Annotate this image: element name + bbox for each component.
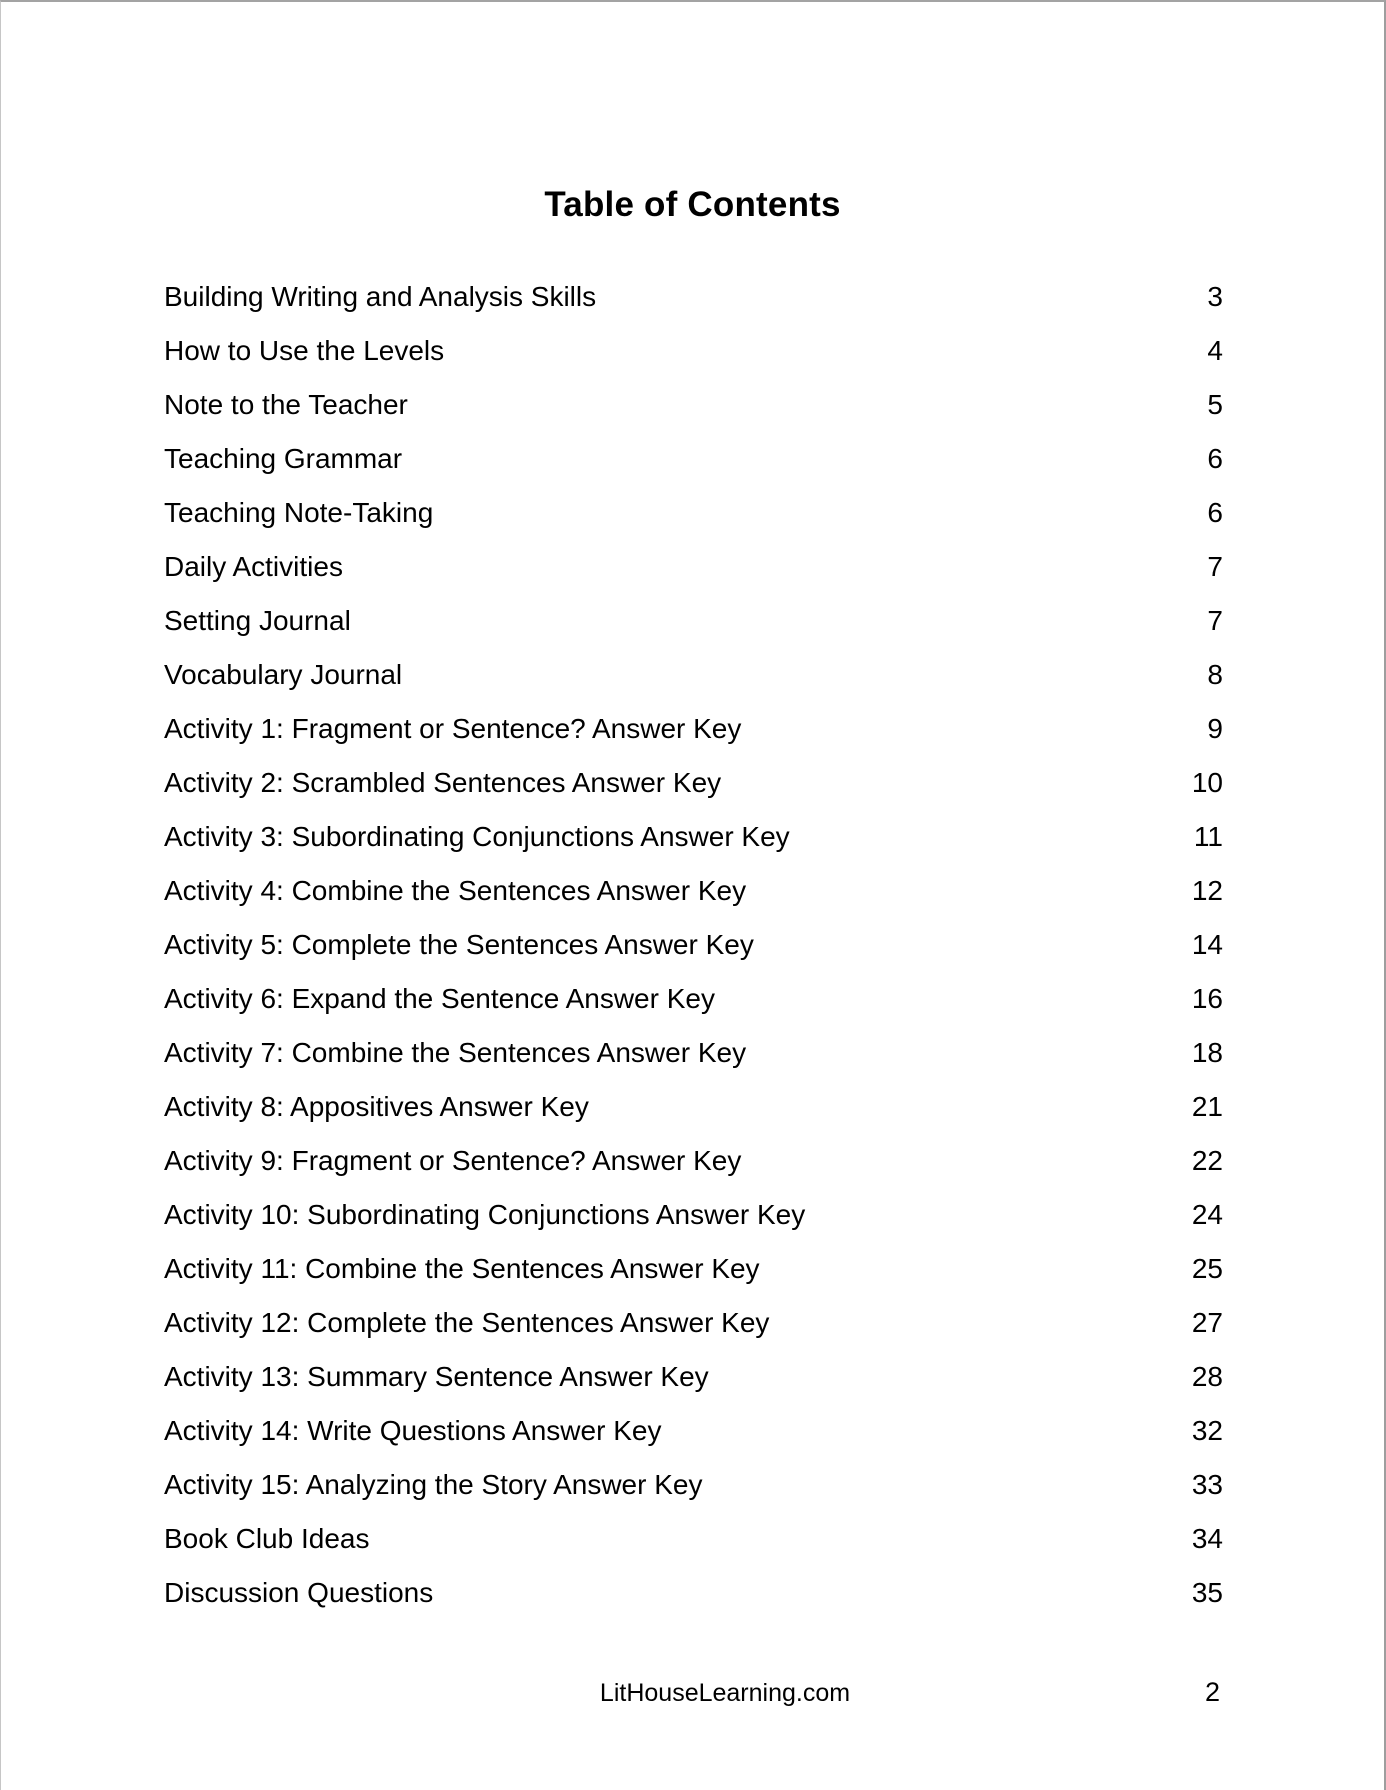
toc-entry-page: 28 — [1191, 1361, 1223, 1392]
toc-entry-page: 24 — [1191, 1199, 1223, 1230]
toc-entry-label: Activity 7: Combine the Sentences Answer Key — [164, 1037, 747, 1068]
toc-entry-page: 21 — [1191, 1091, 1223, 1122]
toc-entry — [164, 270, 1223, 324]
toc-entry — [164, 1080, 1223, 1134]
toc-entry-label: Discussion Questions — [164, 1577, 434, 1608]
toc-entry-page: 22 — [1191, 1145, 1223, 1176]
toc-entry-label: Vocabulary Journal — [164, 659, 403, 690]
page-title: Table of Contents — [544, 185, 841, 225]
toc-entry — [164, 1188, 1223, 1242]
toc-entry-page: 7 — [1207, 605, 1223, 636]
toc-entry-label: Activity 3: Subordinating Conjunctions Answer Key — [164, 821, 790, 852]
toc-entry-page: 5 — [1207, 389, 1223, 420]
toc-entry-label: Note to the Teacher — [164, 389, 408, 420]
toc-entry-label: Activity 11: Combine the Sentences Answer Key — [164, 1253, 760, 1284]
toc-entry-page: 25 — [1191, 1253, 1223, 1284]
toc-entry-label: Activity 12: Complete the Sentences Answer Key — [164, 1307, 770, 1338]
toc-entry-label: Building Writing and Analysis Skills — [164, 281, 597, 312]
toc-entry-page: 14 — [1191, 929, 1223, 960]
toc-entry-page: 8 — [1207, 659, 1223, 690]
toc-entry — [164, 1134, 1223, 1188]
toc-entry — [164, 756, 1223, 810]
toc-entry — [164, 1242, 1223, 1296]
toc-entry-label: Setting Journal — [164, 605, 351, 636]
toc-entry — [164, 1458, 1223, 1512]
toc-entry-label: Activity 6: Expand the Sentence Answer Key — [164, 983, 715, 1014]
toc-entry-label: Activity 2: Scrambled Sentences Answer Key — [164, 767, 722, 798]
toc-entry-page: 3 — [1207, 281, 1223, 312]
toc-entry-page: 7 — [1207, 551, 1223, 582]
toc-list — [164, 270, 1223, 1620]
toc-entry-page: 6 — [1207, 443, 1223, 474]
toc-entry — [164, 918, 1223, 972]
toc-entry-label: How to Use the Levels — [164, 335, 445, 366]
footer-page-number: 2 — [1204, 1677, 1220, 1707]
toc-entry-page: 18 — [1191, 1037, 1223, 1068]
toc-entry-label: Activity 8: Appositives Answer Key — [164, 1091, 589, 1122]
toc-entry-page: 6 — [1207, 497, 1223, 528]
toc-entry-page: 4 — [1207, 335, 1223, 366]
toc-entry — [164, 594, 1223, 648]
toc-entry-label: Activity 10: Subordinating Conjunctions Answer Key — [164, 1199, 806, 1230]
toc-entry-label: Activity 4: Combine the Sentences Answer Key — [164, 875, 747, 906]
toc-entry-page: 9 — [1207, 713, 1223, 744]
toc-entry-label: Teaching Grammar — [164, 443, 403, 474]
toc-entry-label: Activity 1: Fragment or Sentence? Answer Key — [164, 713, 742, 744]
toc-entry — [164, 432, 1223, 486]
toc-entry — [164, 1404, 1223, 1458]
toc-entry — [164, 1350, 1223, 1404]
toc-entry-label: Activity 15: Analyzing the Story Answer Key — [164, 1469, 703, 1500]
toc-entry-page: 35 — [1191, 1577, 1223, 1608]
toc-entry-page: 11 — [1193, 821, 1223, 852]
toc-entry — [164, 486, 1223, 540]
toc-entry — [164, 378, 1223, 432]
toc-entry-page: 34 — [1191, 1523, 1223, 1554]
toc-entry-page: 27 — [1191, 1307, 1223, 1338]
toc-entry-label: Activity 5: Complete the Sentences Answer Key — [164, 929, 754, 960]
toc-entry — [164, 324, 1223, 378]
toc-entry — [164, 972, 1223, 1026]
toc-entry-label: Book Club Ideas — [164, 1523, 370, 1554]
toc-entry-page: 33 — [1191, 1469, 1223, 1500]
toc-entry — [164, 702, 1223, 756]
toc-entry-page: 32 — [1191, 1415, 1223, 1446]
toc-entry — [164, 1026, 1223, 1080]
toc-entry-page: 16 — [1191, 983, 1223, 1014]
toc-entry-label: Activity 9: Fragment or Sentence? Answer Key — [164, 1145, 742, 1176]
toc-entry-page: 12 — [1191, 875, 1223, 906]
toc-entry — [164, 1296, 1223, 1350]
toc-entry — [164, 648, 1223, 702]
toc-entry-label: Activity 14: Write Questions Answer Key — [164, 1415, 662, 1446]
toc-entry-page: 10 — [1191, 767, 1223, 798]
toc-entry — [164, 540, 1223, 594]
toc-entry — [164, 864, 1223, 918]
toc-entry — [164, 1566, 1223, 1620]
toc-entry-label: Daily Activities — [164, 551, 343, 582]
toc-entry — [164, 810, 1223, 864]
toc-entry — [164, 1512, 1223, 1566]
footer-website: LitHouseLearning.com — [599, 1679, 851, 1707]
toc-entry-label: Teaching Note-Taking — [164, 497, 434, 528]
toc-entry-label: Activity 13: Summary Sentence Answer Key — [164, 1361, 709, 1392]
